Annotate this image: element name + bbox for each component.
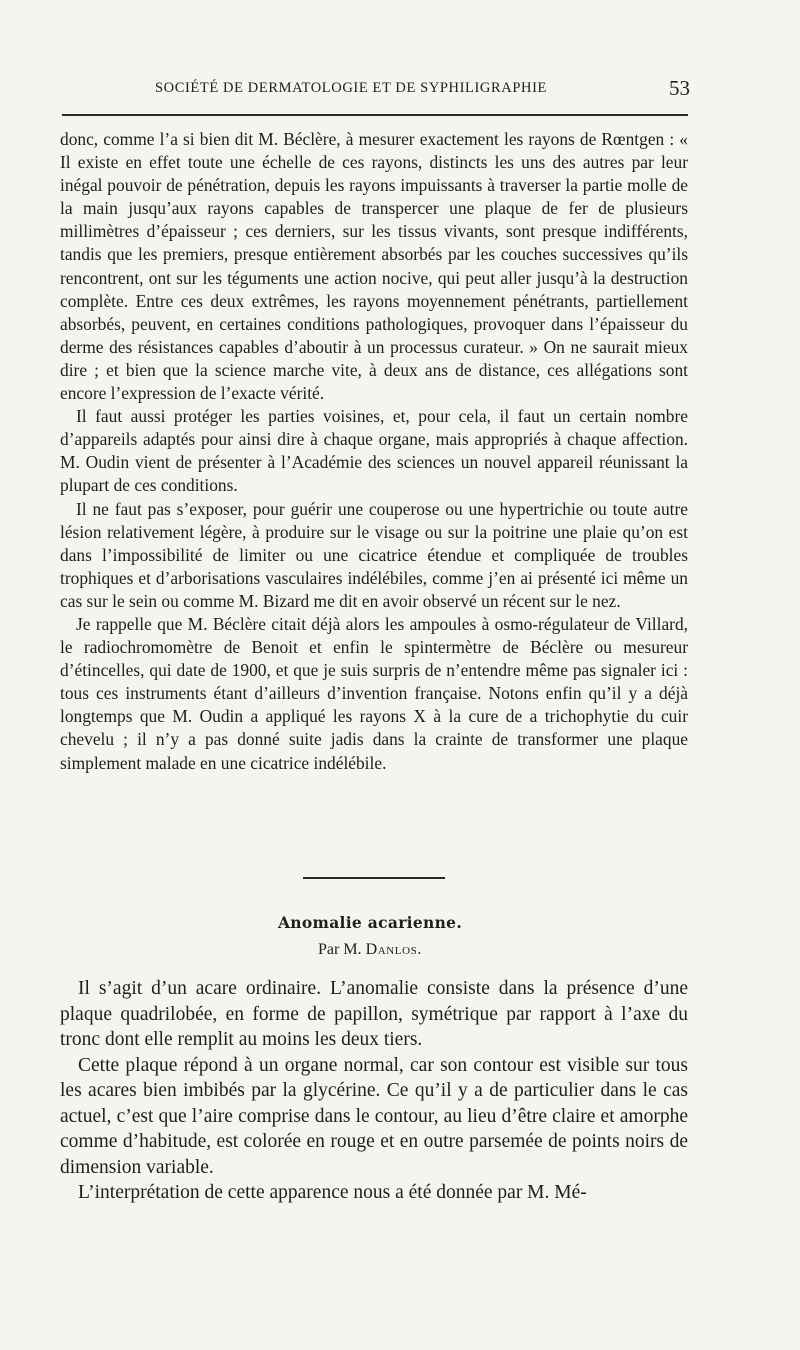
page-header [60, 76, 690, 102]
paragraph: L’interprétation de cette apparence nous a été donnée par M. Mé- [78, 1182, 587, 1203]
byline [0, 941, 740, 959]
article-title: Anomalie acarienne. [277, 913, 463, 932]
paragraph: Cette plaque répond à un organe normal, car son contour est visible sur tous les acares bien imbibés par la glycérine. Ce qu’il y a de particulier dans le cas actuel, c’est que l’aire comprise dans le contour, au lieu d’être claire et amorphe comme d’habitude, est colorée en rouge et en outre parsemée de points noirs de dimension variable. [60, 1054, 688, 1178]
paragraph: Je rappelle que M. Béclère citait déjà alors les ampoules à osmo-régulateur de Villard, le radiochromomètre de Benoit et enfin le spintermètre de Béclère ou mesureur d’étincelles, qui date de 1900, et que je suis surpris de n’entendre même pas signaler ici : tous ces instruments étant d’ailleurs d’invention française. Notons enfin qu’il y a déjà longtemps que M. Oudin a appliqué les rayons X à la cure de a trichophytie du cuir chevelu ; il n’y a pas donné suite jadis dans la crainte de transformer une plaque simplement malade en une cicatrice indélébile. [60, 613, 688, 773]
article-body [60, 976, 688, 1206]
header-rule [62, 114, 688, 116]
running-title: SOCIÉTÉ DE DERMATOLOGIE ET DE SYPHILIGRAPHIE [155, 80, 547, 96]
byline-prefix: Par M. [318, 941, 366, 958]
byline-author: Danlos. [365, 941, 422, 958]
paragraph: Il faut aussi protéger les parties voisines, et, pour cela, il faut un certain nombre d’appareils adaptés pour ainsi dire à chaque organe, mais appropriés à chaque affection. M. Oudin vient de présenter à l’Académie des sciences un nouvel appareil réunissant la plupart de ces conditions. [60, 406, 688, 496]
paragraph: donc, comme l’a si bien dit M. Béclère, à mesurer exactement les rayons de Rœntgen : « Il existe en effet toute une échelle de ces rayons, distincts les uns des autres par leur inégal pouvoir de pénétration, depuis les rayons impuissants à traverser la partie molle de la main jusqu’aux rayons capables de transpercer une plaque de fer de plusieurs millimètres d’épaisseur ; ces derniers, sur les tissus vivants, sont presque indifférents, tandis que les premiers, presque entièrement absorbés par les couches successives qu’ils rencontrent, ont sur les téguments une action nocive, qui peut aller jusqu’à la destruction complète. Entre ces deux extrêmes, les rayons moyennement pénétrants, partiellement absorbés, peuvent, en certaines conditions pathologiques, provoquer dans l’épaisseur du derme des résistances capables d’aboutir à un processus curateur. » On ne saurait mieux dire ; et bien que la science marche vite, à deux ans de distance, ces allégations sont encore l’expression de l’exacte vérité. [60, 129, 688, 404]
paragraph: Il s’agit d’un acare ordinaire. L’anomalie consiste dans la présence d’une plaque quadrilobée, en forme de papillon, symétrique par rapport à l’axe du tronc dont elle remplit au moins les deux tiers. [60, 978, 688, 1050]
paragraph: Il ne faut pas s’exposer, pour guérir une couperose ou une hypertrichie ou toute autre lésion relativement légère, à produire sur le visage ou sur la poitrine une plaie qu’on est dans l’impossibilité de limiter ou une cicatrice étendue et compliquée de troubles trophiques et d’arborisations vasculaires indélébiles, comme j’en ai présenté ici même un cas sur le sein ou comme M. Bizard me dit en avoir observé un récent sur le nez. [60, 498, 688, 611]
previous-article-text [60, 128, 688, 775]
section-separator [303, 877, 445, 879]
page-number: 53 [669, 76, 690, 100]
